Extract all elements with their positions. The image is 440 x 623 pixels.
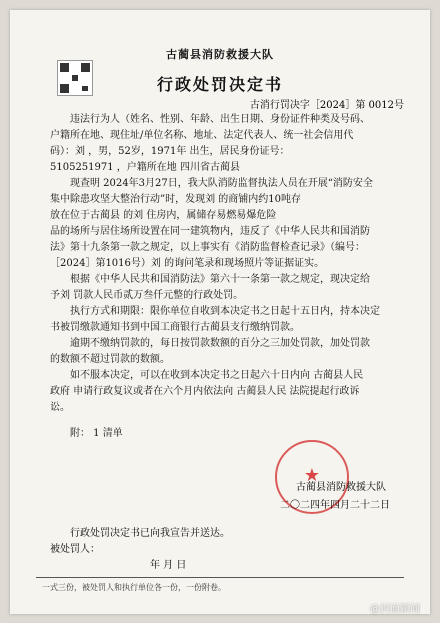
body-line: 违法行为人（姓名、性别、年龄、出生日期、身份证件种类及号码、 [70,114,370,125]
issuing-agency: 古蔺县消防救援大队 [166,48,274,61]
body-line: 现查明 2024年3月27日，我大队消防监督执法人员在开展“消防安全 [70,178,373,189]
document-title: 行政处罚决定书 [156,75,283,94]
signature-agency: 古蔺县消防救援大队 [296,482,386,493]
body-line: 政府 申请行政复议或者在六个月内依法向 古蔺县人民 法院提起行政诉 [50,386,360,397]
body-line: 码）：刘 ，男，52岁，1971年 出生，居民身份证号： [50,146,290,157]
body-line: 的数额不超过罚款的数额。 [50,354,170,365]
body-line: 如不服本决定，可以在收到本决定书之日起六十日内向 古蔺县人民 [70,370,364,381]
body-line: 予刘 罚款人民币贰万叁仟元整的行政处罚。 [50,290,244,301]
footer-note: 一式三份，被处罚人和执行单位各一份，一份附卷。 [42,583,226,592]
body-line: 5105251971 ，户籍所在地 四川省古蔺县 [50,162,240,173]
body-line: 执行方式和期限：限你单位自收到本决定书之日起十五日内，持本决定 [70,306,380,317]
body-line: 放在位于古蔺县 的刘 住房内，属储存易燃易爆危险 [50,210,277,221]
document-body [50,112,406,442]
body-line: 逾期不缴纳罚款的，每日按罚款数额的百分之三加处罚款，加处罚款 [70,338,370,349]
signature-date: 二〇二四年四月二十二日 [280,500,390,511]
document-number: 古消行罚决字［2024］第 0012号 [249,100,404,111]
body-line: 书被罚缴款通知书到中国工商银行古蔺县支行缴纳罚款。 [50,322,300,333]
footer-divider [36,577,404,578]
body-line: 户籍所在地、现住址/单位名称、地址、法定代表人、统一社会信用代 [50,130,354,141]
body-line: ［2024］第1016号）刘 的询问笔录和现场照片等证据证实。 [50,258,325,269]
attachment-line: 附： 1 清单 [70,428,123,439]
watermark: @封面新闻 [370,604,420,615]
body-line: 集中除患攻坚大整治行动”时，发现刘 的商铺内约10吨存 [50,194,302,205]
recipient-label: 被处罚人： [50,544,100,555]
body-line: 法》第十九条第一款之规定，以上事实有《消防监督检查记录》（编号： [50,242,365,253]
receipt-statement: 行政处罚决定书已向我宣告并送达。 [70,528,230,539]
seal-star-icon: ★ [303,465,321,486]
document-page [10,10,430,614]
body-line: 品的场所与居住场所设置在同一建筑物内，违反了《中华人民共和国消防 [50,226,370,237]
receipt-date-label: 年 月 日 [150,560,187,571]
body-line: 讼。 [50,402,70,413]
body-line: 根据《中华人民共和国消防法》第六十一条第一款之规定，现决定给 [70,274,370,285]
